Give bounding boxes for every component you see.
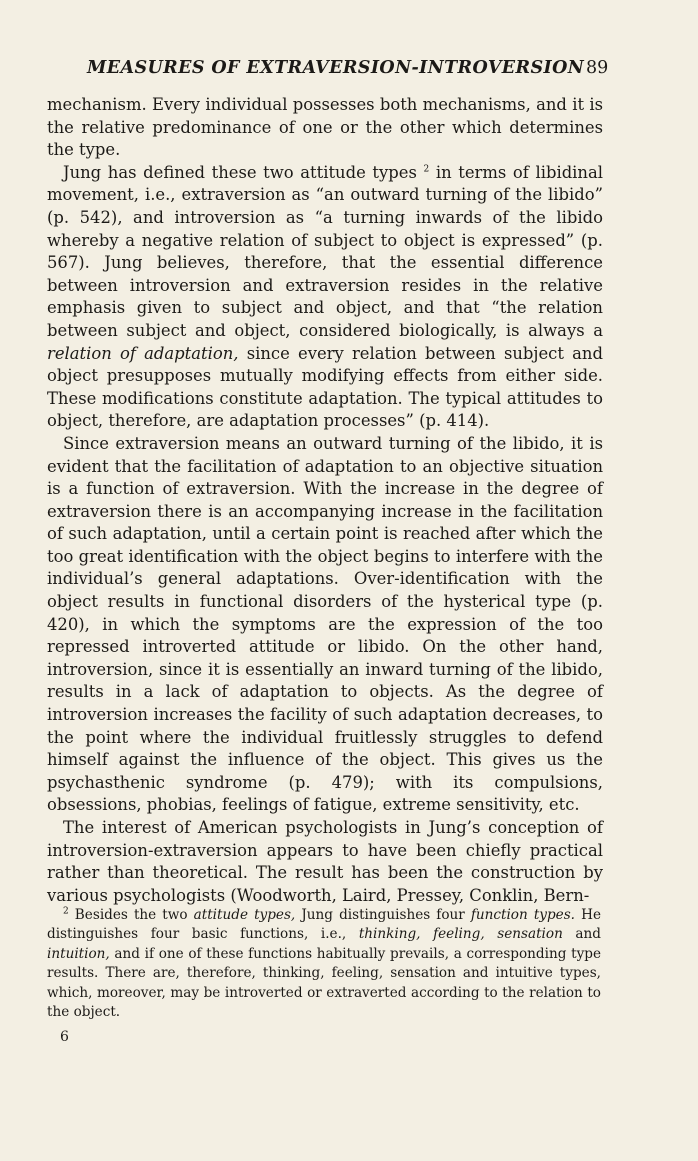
running-title: MEASURES OF EXTRAVERSION-INTROVERSION (87, 58, 585, 78)
body-text (47, 94, 603, 907)
text-run: since every relation between subject and object presupposes mutually modifying effects from either side. These modifications constitute adaptation. The typical attitudes to object, therefore, are adaptation processes” (p. 414). (47, 343, 603, 431)
signature-mark: 6 (60, 1029, 69, 1045)
paragraph (47, 94, 603, 162)
text-run: in terms of libidinal movement, i.e., extraversion as “an outward turning of the libido” (p. 542), and introversion as “a turning inwards of the libido whereby a negative relation of subject to object is expressed” (p. 567). Jung believes, therefore, that the essential difference between introversion and extraversion resides in the relative emphasis given to subject and object, and that “the relation between subject and object, considered biologically, is always a (47, 162, 603, 340)
footnotes (47, 906, 601, 1022)
text-run: The interest of American psychologists in Jung’s conception of introversion-extraversion appears to have been chiefly practical rather than theoretical. The result has been the construction by various psychologists (Woodworth, Laird, Pressey, Conklin, Bern- (47, 818, 603, 905)
italic-text: thinking, feeling, sensation (358, 926, 563, 943)
paragraph (47, 162, 603, 433)
text-run: Besides the two (68, 907, 194, 923)
text-run: Since extraversion means an outward turning of the libido, it is evident that the facilitation of adaptation to an objective situation is a function of extraversion. With the increase in the degree of extraversion there is an accompanying increase in the facilitation of such adaptation, until a certain point is reached after which the too great identification with the object begins to interfere with the individual’s general adaptations. Over-identification with the object results in functional disorders of the hysterical type (p. 420), in which the symptoms are the expression of the too repressed introverted attitude or libido. On the other hand, introversion, since it is essentially an inward turning of the libido, results in a lack of adaptation to objects. As the degree of introversion increases the facility of such adaptation decreases, to the point where the individual fruitlessly struggles to defend himself against the influence of the object. This gives us the psychasthenic syndrome (p. 479); with its compulsions, obsessions, phobias, feelings of fatigue, extreme sensitivity, etc. (47, 433, 603, 815)
text-run: He distinguishes four basic functions, i.e., (47, 907, 601, 943)
italic-text: relation of adaptation, (47, 343, 239, 363)
paragraph (47, 817, 603, 907)
text-run: and (562, 926, 601, 943)
italic-text: intuition, (47, 945, 110, 962)
text-run: mechanism. Every individual possesses both mechanisms, and it is the relative predominance of one or the other which determines the type. (47, 95, 603, 160)
footnote-marker: 2 (63, 906, 69, 917)
page-number: 89 (586, 58, 609, 78)
text-run: and if one of these functions habitually prevails, a corresponding type results. There are, therefore, thinking, feeling, sensation and intuitive types, which, moreover, may be introverted or extraverted according to the relation to the object. (47, 945, 601, 1021)
paragraph (47, 433, 603, 817)
text-run: Jung distinguishes four (295, 907, 471, 923)
text-run: Jung has defined these two attitude types (63, 162, 424, 182)
italic-text: attitude types, (193, 907, 296, 923)
footnote-marker: 2 (423, 164, 430, 175)
italic-text: function types. (470, 907, 576, 923)
footnote (47, 906, 601, 1022)
running-header (0, 54, 698, 82)
